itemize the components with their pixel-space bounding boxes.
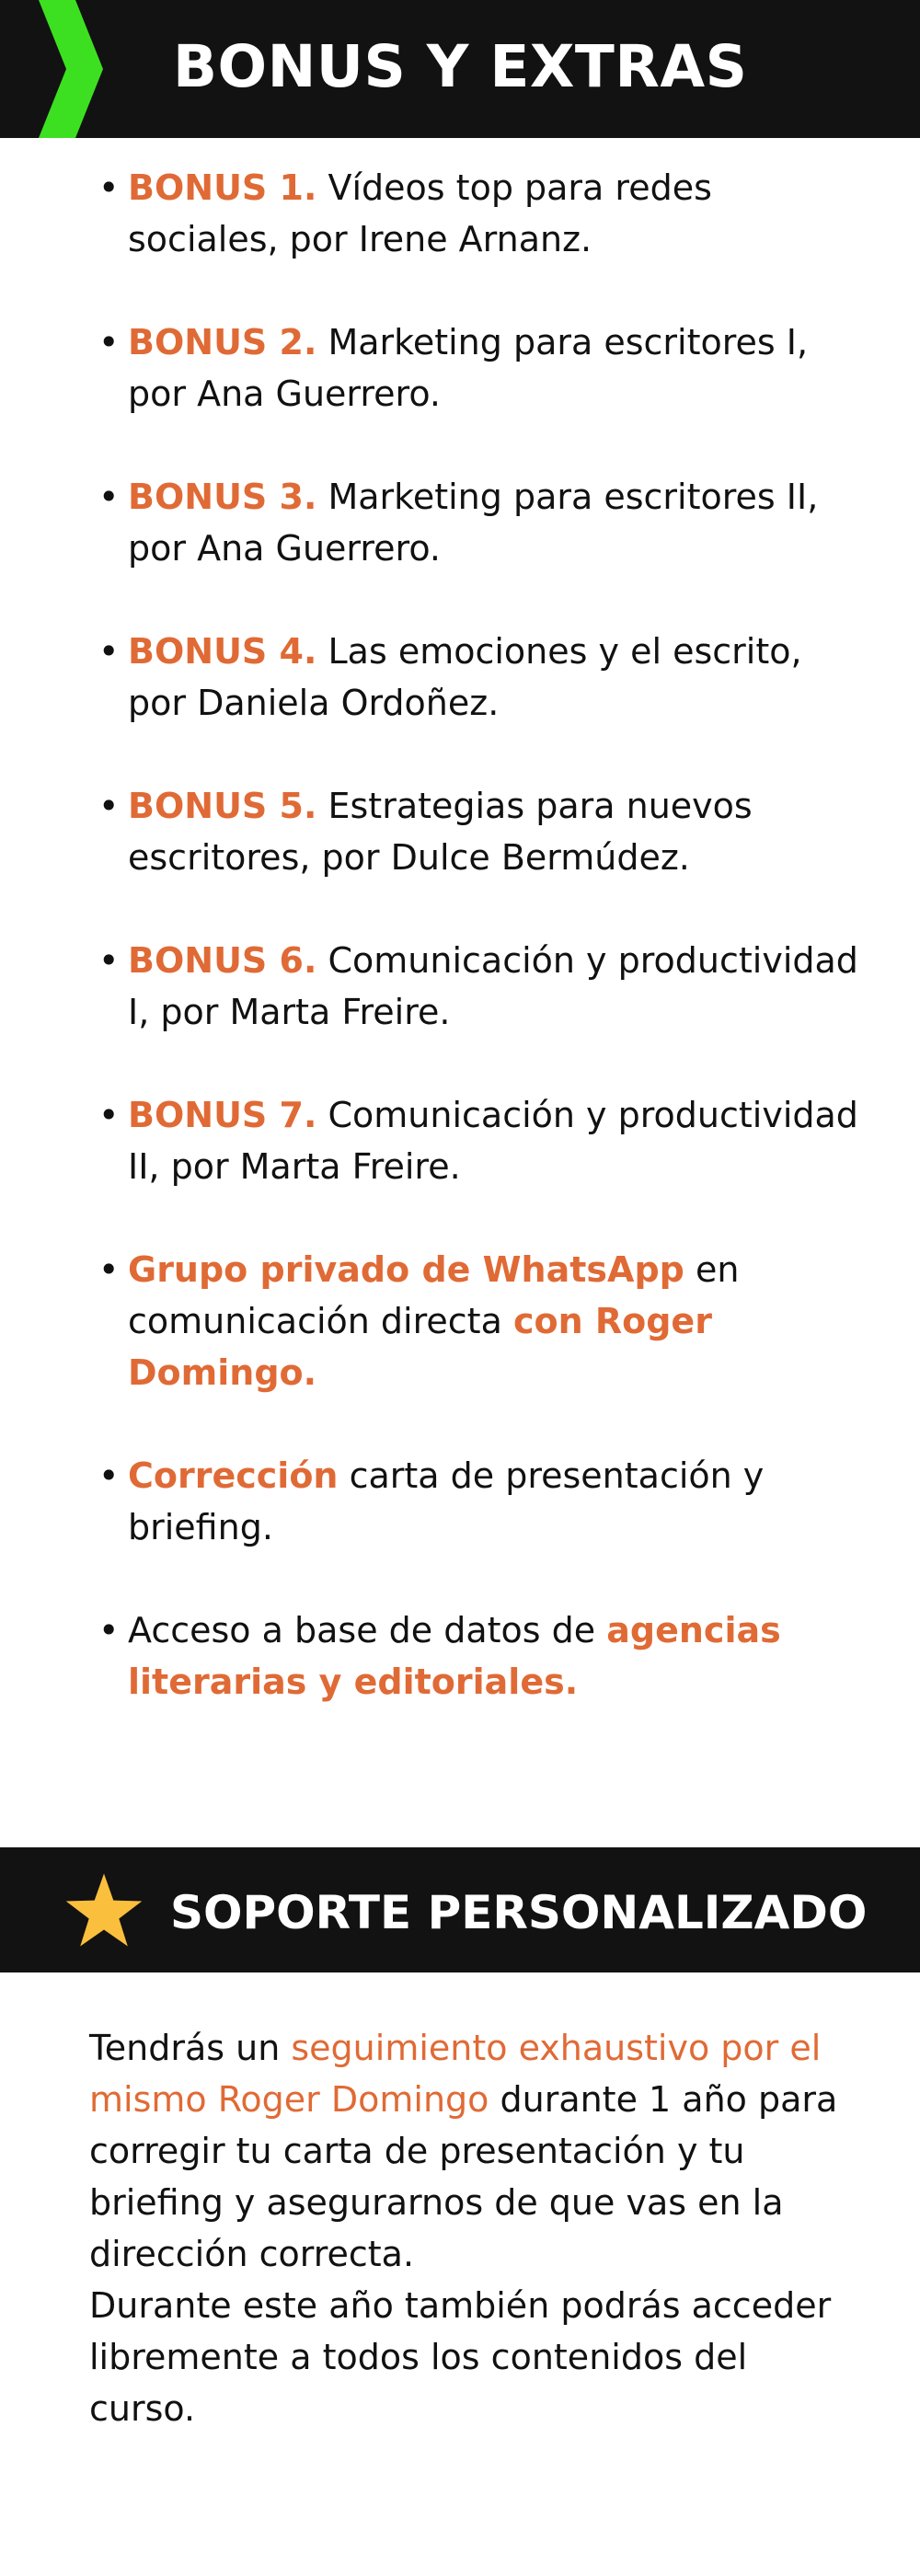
bullet: • [98, 1610, 120, 1650]
support-header-banner [0, 1847, 920, 1972]
whatsapp-highlight: con Roger Domingo. [128, 1301, 712, 1393]
bullet: • [98, 477, 120, 517]
whatsapp-text: en comunicación directa [128, 1249, 740, 1341]
list-item [98, 780, 864, 883]
list-item-acceso [98, 1604, 864, 1708]
correccion-text: carta de presentación y briefing. [128, 1455, 765, 1547]
list-item [98, 162, 864, 265]
acceso-text: Acceso a base de datos de [128, 1610, 607, 1650]
support-text-intro: Tendrás un [89, 2028, 292, 2068]
chevron-right-icon [0, 0, 110, 138]
bonus-label: BONUS 5. [128, 786, 317, 826]
whatsapp-label: Grupo privado de WhatsApp [128, 1249, 684, 1290]
support-text-closing: Durante este año también podrás acceder libremente a todos los contenidos del curso. [89, 2285, 832, 2429]
page-title: BONUS Y EXTRAS [173, 33, 748, 100]
bullet: • [98, 167, 120, 208]
list-item [98, 935, 864, 1038]
bonus-label: BONUS 1. [128, 167, 317, 208]
list-item-correccion [98, 1450, 864, 1553]
bonus-label: BONUS 2. [128, 322, 317, 362]
bullet: • [98, 940, 120, 981]
support-title: SOPORTE PERSONALIZADO [170, 1886, 868, 1939]
bonus-list [0, 162, 920, 1759]
list-item [98, 471, 864, 574]
correccion-label: Corrección [128, 1455, 339, 1496]
bonus-text: Comunicación y productividad II, por Marta Freire. [128, 1095, 858, 1187]
support-text-highlight: seguimiento exhaustivo por el mismo Roger Domingo [89, 2028, 822, 2120]
bonus-label: BONUS 4. [128, 631, 317, 672]
list-item [98, 1089, 864, 1192]
bonus-label: BONUS 3. [128, 477, 317, 517]
list-item-whatsapp [98, 1244, 864, 1398]
star-icon [64, 1871, 144, 1949]
bonus-text: Marketing para escritores II, por Ana Guerrero. [128, 477, 819, 569]
support-description [89, 2022, 844, 2434]
support-text-body: durante 1 año para corregir tu carta de presentación y tu briefing y asegurarnos de que vas en la dirección correcta. [89, 2079, 838, 2274]
list-item [98, 316, 864, 420]
bullet: • [98, 1455, 120, 1496]
bullet: • [98, 786, 120, 826]
bonus-text: Las emociones y el escrito, por Daniela Ordoñez. [128, 631, 802, 723]
list-item [98, 626, 864, 729]
acceso-highlight: agencias literarias y editoriales. [128, 1610, 781, 1702]
bullet: • [98, 631, 120, 672]
bonus-text: Comunicación y productividad I, por Marta Freire. [128, 940, 858, 1032]
bullet: • [98, 1095, 120, 1135]
bonus-text: Estrategias para nuevos escritores, por Dulce Bermúdez. [128, 786, 753, 878]
bonus-label: BONUS 7. [128, 1095, 317, 1135]
bonus-text: Marketing para escritores I, por Ana Guerrero. [128, 322, 809, 414]
bonus-header-banner [0, 0, 920, 138]
bullet: • [98, 322, 120, 362]
bonus-label: BONUS 6. [128, 940, 317, 981]
bullet: • [98, 1249, 120, 1290]
bonus-text: Vídeos top para redes sociales, por Irene Arnanz. [128, 167, 712, 259]
